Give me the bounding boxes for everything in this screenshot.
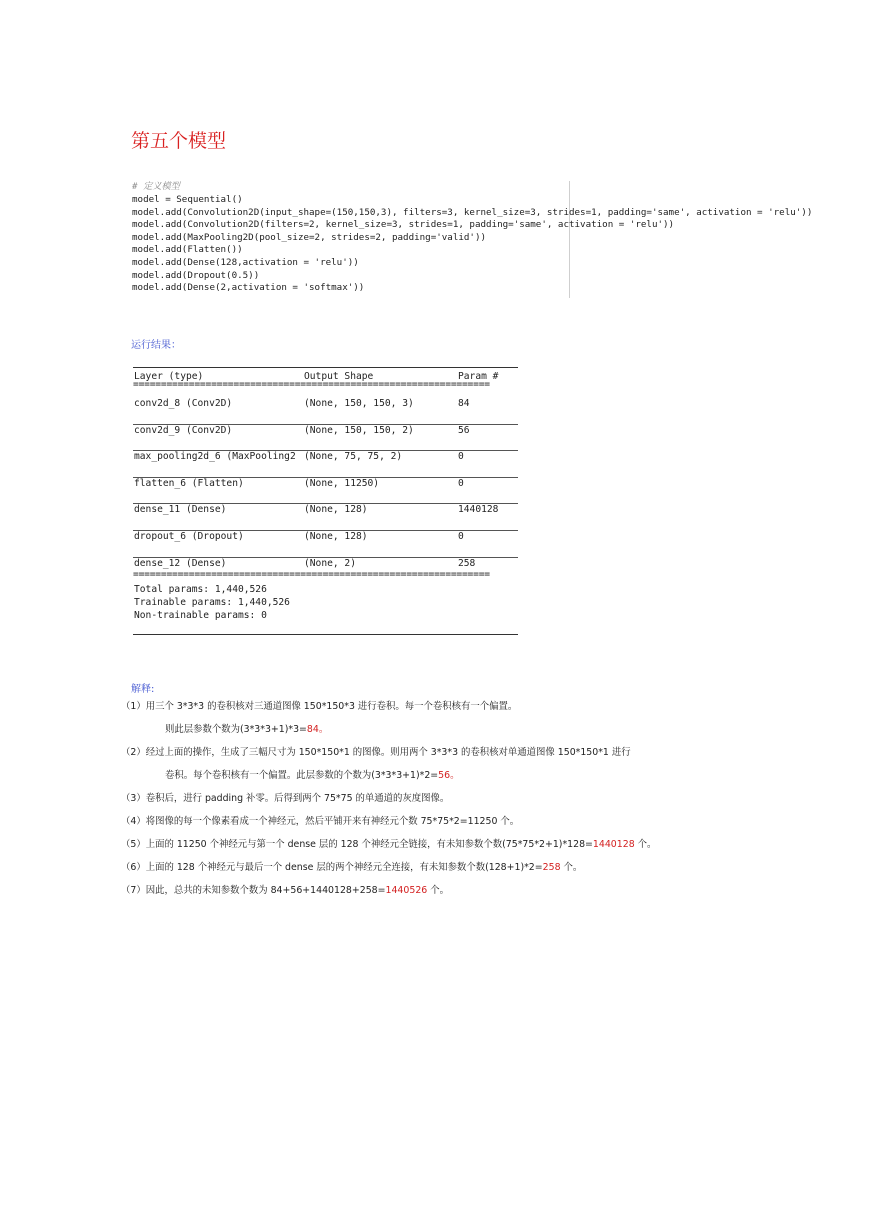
layer-name: conv2d_9 (Conv2D)	[134, 424, 233, 436]
summary-row	[133, 478, 518, 505]
explanation-text: （1）用三个 3*3*3 的卷积核对三通道图像 150*150*3 进行卷积。每一个卷积核有一个偏置。	[121, 701, 518, 712]
summary-row	[133, 398, 518, 425]
explanation-text: （7）因此，总共的未知参数个数为 84+56+1440128+258=	[121, 885, 386, 896]
explanation-line	[121, 815, 519, 829]
explanation-label: 解释:	[131, 684, 155, 695]
explanation-line	[121, 884, 449, 898]
page-title: 第五个模型	[131, 130, 227, 152]
model-summary	[133, 367, 518, 635]
explanation-text: 个。	[634, 839, 657, 850]
explanation-text: 卷积。每个卷积核有一个偏置。此层参数的个数为(3*3*3+1)*2=	[165, 770, 439, 781]
explanation-text: 个。	[560, 862, 583, 873]
code-line: model.add(Dense(128,activation = 'relu'))	[132, 257, 359, 268]
code-line: model.add(Dropout(0.5))	[132, 269, 260, 281]
explanation-text: 。	[450, 770, 460, 781]
param-count: 84	[458, 398, 470, 409]
summary-double-rule: ================================================================	[133, 379, 490, 390]
explanation-line	[121, 861, 582, 875]
explanation-line	[121, 746, 631, 760]
run-result-label: 运行结果：	[131, 340, 181, 351]
trainable-params: Trainable params: 1,440,526	[134, 597, 290, 608]
layer-name: flatten_6 (Flatten)	[134, 477, 244, 489]
layer-name: dropout_6 (Dropout)	[134, 531, 244, 542]
code-block	[132, 181, 813, 298]
highlight-value: 258	[542, 862, 561, 873]
summary-row	[133, 531, 518, 558]
code-line: model.add(Convolution2D(filters=2, kernel_size=3, strides=1, padding='same', activation = 'relu'))	[132, 219, 675, 231]
explanation-line	[121, 838, 656, 852]
summary-row	[133, 451, 518, 478]
layer-name: max_pooling2d_6 (MaxPooling2	[134, 451, 296, 463]
param-count: 258	[458, 557, 476, 569]
code-line: model.add(Dense(2,activation = 'softmax'))	[132, 282, 365, 294]
explanation-line	[121, 792, 449, 806]
summary-row	[133, 504, 518, 531]
param-count: 1440128	[458, 504, 499, 516]
explanation-text: 。	[318, 724, 329, 735]
output-shape: (None, 75, 75, 2)	[304, 451, 403, 463]
summary-row	[133, 425, 518, 452]
explanation-text: （3）卷积后，进行 padding 补零。后得到两个 75*75 的单通道的灰度图像。	[121, 793, 450, 804]
non-trainable-params: Non-trainable params: 0	[134, 610, 267, 621]
highlight-value: 84	[306, 724, 319, 735]
output-shape: (None, 150, 150, 2)	[304, 424, 414, 436]
explanation-line	[121, 700, 517, 714]
param-count: 0	[458, 451, 464, 463]
code-line: model.add(MaxPooling2D(pool_size=2, strides=2, padding='valid'))	[132, 231, 487, 243]
header-layer: Layer (type)	[134, 371, 204, 382]
explanation-text: （5）上面的 11250 个神经元与第一个 dense 层的 128 个神经元全链接，有未知参数个数(75*75*2+1)*128=	[121, 839, 593, 850]
explanation-text: （6）上面的 128 个神经元与最后一个 dense 层的两个神经元全连接，有未知参数个数(128+1)*2=	[121, 862, 543, 873]
code-line: model = Sequential()	[132, 194, 243, 205]
param-count: 56	[458, 424, 470, 436]
header-param: Param #	[458, 371, 499, 382]
header-output-shape: Output Shape	[304, 371, 374, 382]
explanation-text: （2）经过上面的操作，生成了三幅尺寸为 150*150*1 的图像。则用两个 3*3*3 的卷积核对单通道图像 150*150*1 进行	[121, 747, 631, 758]
explanation-line	[165, 723, 328, 737]
output-shape: (None, 150, 150, 3)	[304, 398, 414, 409]
output-shape: (None, 128)	[304, 531, 368, 542]
code-line: model.add(Flatten())	[132, 244, 243, 256]
output-shape: (None, 11250)	[304, 477, 380, 489]
layer-name: dense_11 (Dense)	[134, 504, 227, 516]
explanation-text: 则此层参数个数为(3*3*3+1)*3=	[165, 724, 307, 735]
explanation-line	[165, 769, 460, 783]
highlight-value: 1440128	[592, 839, 635, 850]
layer-name: dense_12 (Dense)	[134, 557, 227, 569]
code-comment: # 定义模型	[132, 181, 180, 192]
highlight-value: 1440526	[385, 885, 428, 896]
layer-name: conv2d_8 (Conv2D)	[134, 398, 233, 409]
summary-bottom-rule	[133, 634, 518, 635]
code-line: model.add(Convolution2D(input_shape=(150,150,3), filters=3, kernel_size=3, strides=1, padding='same', activation = 'relu'))	[132, 206, 813, 218]
explanation-text: （4）将图像的每一个像素看成一个神经元，然后平铺开来有神经元个数 75*75*2=11250 个。	[121, 816, 520, 827]
output-shape: (None, 2)	[304, 557, 356, 569]
param-count: 0	[458, 477, 464, 489]
param-count: 0	[458, 531, 464, 542]
total-params: Total params: 1,440,526	[134, 584, 267, 595]
explanation-text: 个。	[427, 885, 449, 896]
highlight-value: 56	[438, 770, 451, 781]
summary-top-rule	[133, 367, 518, 368]
summary-double-rule: ================================================================	[133, 569, 490, 580]
output-shape: (None, 128)	[304, 504, 368, 516]
